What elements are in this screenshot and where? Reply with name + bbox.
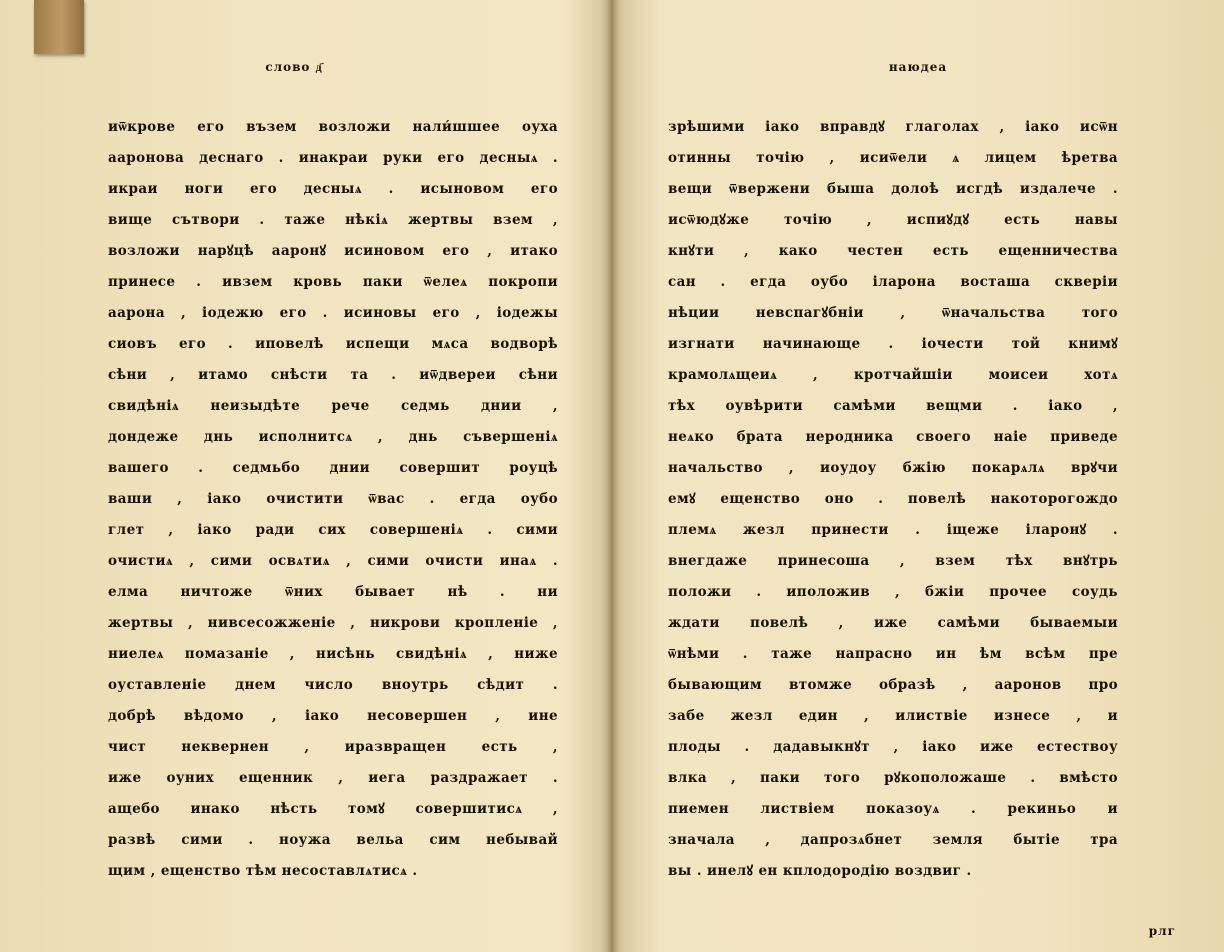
text-line: ваши , іако очистити ѿвас . егда оубо: [108, 491, 558, 507]
text-line: оуставленіе днем число вноутрь сѣдит .: [108, 677, 558, 693]
text-line: елма ничтоже ѿних бывает нѣ . ни: [108, 584, 558, 600]
text-line: неѧко брата неродника своего наіе приведе: [668, 429, 1118, 445]
right-text-block: [668, 112, 1118, 887]
running-head-right: наюдеа: [888, 60, 948, 74]
text-line: свидѣніѧ неизыдѣте рече седмь днии ,: [108, 398, 558, 414]
text-line: вище сътвори . таже нѣкіѧ жертвы взем ,: [108, 212, 558, 228]
text-line: жертвы , нивсесожженіе , никрови кропленіе ,: [108, 615, 558, 631]
text-line: положи . иположив , бжіи прочее соудь: [668, 584, 1118, 600]
text-line: развѣ сими . ноужа вельа сим небывай: [108, 832, 558, 848]
text-line: ащебо инако нѣсть томꙋ совершитисѧ ,: [108, 801, 558, 817]
text-line: вы . инелꙋ ен кплодородію воздвиг .: [668, 863, 972, 879]
text-line: вашего . седмьбо днии совершит роуцѣ: [108, 460, 558, 476]
text-line: дондеже днь исполнитсѧ , днь съвершеніѧ: [108, 429, 558, 445]
text-line: кнꙋти , како честен есть ещенничества: [668, 243, 1118, 259]
text-line: исѿюдꙋже точію , испиꙋдꙋ есть навы: [668, 212, 1118, 228]
text-line: плоды . дадавыкнꙋт , іако иже естествоу: [668, 739, 1118, 755]
text-line: сиовъ его . иповелѣ испещи мѧса водворѣ: [108, 336, 558, 352]
text-line: ааронова деснаго . инакраи руки его десныѧ .: [108, 150, 558, 166]
text-line: пиемен листвіем показоуѧ . рекиньо и: [668, 801, 1118, 817]
text-line: иже оуних ещенник , иега раздражает .: [108, 770, 558, 786]
text-line: сан . егда оубо іларона восташа скверіи: [668, 274, 1118, 290]
running-head-left: слово д҃: [265, 60, 323, 74]
text-line: щим , ещенство тѣм несоставлѧтисѧ .: [108, 863, 418, 879]
text-line: крамолѧщеиѧ , кротчайшіи моисеи хотѧ: [668, 367, 1118, 383]
text-line: чист неквернен , иразвращен есть ,: [108, 739, 558, 755]
text-line: бывающим втомже образѣ , ааронов про: [668, 677, 1118, 693]
left-text-block: [108, 112, 558, 887]
text-line: возложи нарꙋцѣ ааронꙋ исиновом его , итако: [108, 243, 558, 259]
text-line: добрѣ вѣдомо , іако несовершен , ине: [108, 708, 558, 724]
text-line: глет , іако ради сих совершеніѧ . сими: [108, 522, 558, 538]
text-line: племѧ жезл принести . іщеже іларонꙋ .: [668, 522, 1118, 538]
text-line: тѣх оувѣрити самѣми вещми . іако ,: [668, 398, 1118, 414]
text-line: очистиѧ , сими освѧтиѧ , сими очисти инаѧ .: [108, 553, 558, 569]
text-line: ниелеѧ помазаніе , нисѣнь свидѣніѧ , ниже: [108, 646, 558, 662]
text-line: вещи ѿвержени быша долоѣ исгдѣ издалече .: [668, 181, 1118, 197]
right-page: [612, 0, 1224, 952]
text-line: емꙋ ещенство оно . повелѣ накоторогождо: [668, 491, 1118, 507]
text-line: внегдаже принесоша , взем тѣх внꙋтрь: [668, 553, 1118, 569]
text-line: влка , паки того рꙋкоположаше . вмѣсто: [668, 770, 1118, 786]
text-line: нѣции невспагꙋбніи , ѿначальства того: [668, 305, 1118, 321]
text-line: ѿнѣми . таже напрасно ин ѣм всѣм пре: [668, 646, 1118, 662]
text-line: принесе . ивзем кровь паки ѿелеѧ покропи: [108, 274, 558, 290]
text-line: аарона , іодежю его . исиновы его , іодежы: [108, 305, 558, 321]
text-line: значала , дапрозѧбнет земля бытіе тра: [668, 832, 1118, 848]
text-line: зрѣшими іако вправдꙋ глаголах , іако исѿн: [668, 119, 1118, 135]
text-line: изгнати начинающе . іочести той книмꙋ: [668, 336, 1118, 352]
text-line: сѣни , итамо снѣсти та . иѿдвереи сѣни: [108, 367, 558, 383]
text-line: икраи ноги его десныѧ . исыновом его: [108, 181, 558, 197]
text-line: отинны точію , исиѿели ѧ лицем ѣретва: [668, 150, 1118, 166]
page-folio: рлг: [1148, 924, 1176, 938]
text-line: ждати повелѣ , иже самѣми бываемыи: [668, 615, 1118, 631]
text-line: начальство , иоудоу бжію покарѧлѧ врꙋчи: [668, 460, 1118, 476]
text-line: иѿкрове его възем возложи нали́шшее оуха: [108, 119, 558, 135]
text-line: забе жезл един , илиствіе изнесе , и: [668, 708, 1118, 724]
